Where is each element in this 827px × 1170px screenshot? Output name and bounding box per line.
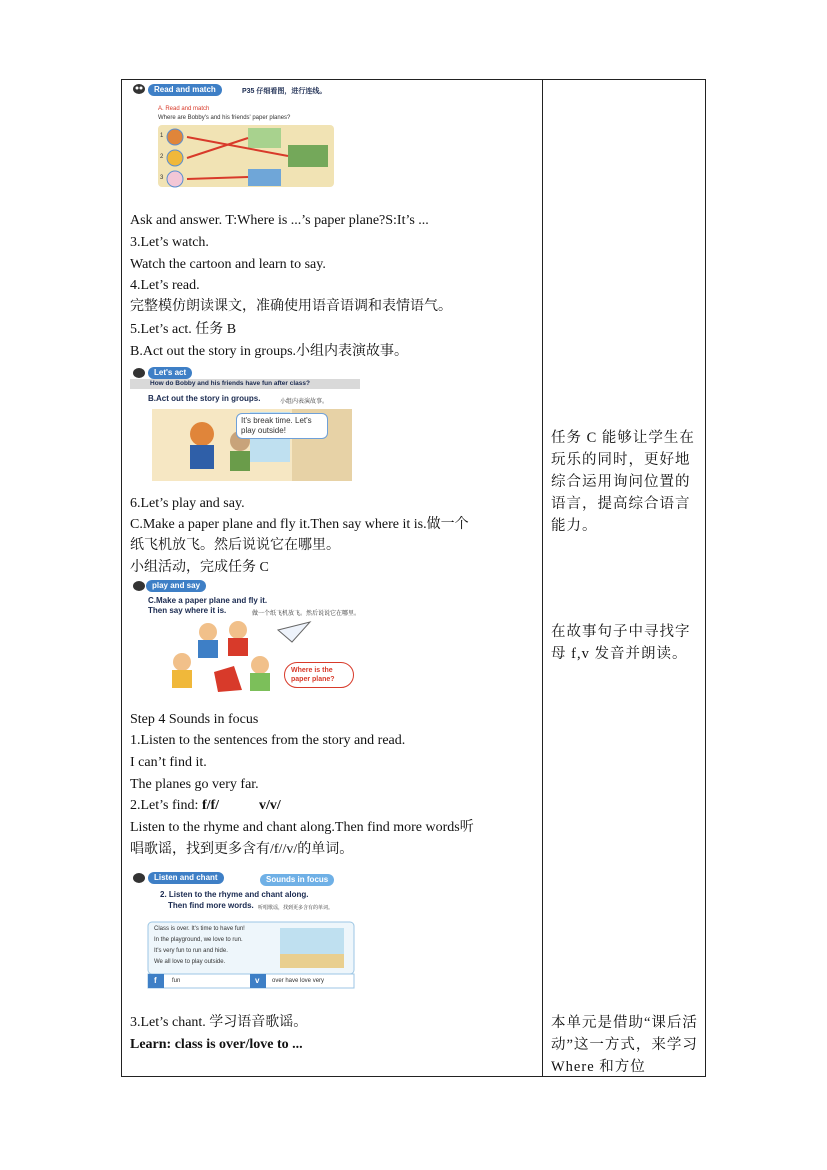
lets-watch-desc: Watch the cartoon and learn to say. [130, 257, 326, 272]
rhyme-text: We all love to play outside. [154, 959, 226, 965]
f-label: f [154, 976, 157, 985]
match-number: 3 [160, 175, 164, 181]
sentence-2: The planes go very far. [130, 777, 259, 792]
f-sound: f/f/ [201, 798, 220, 813]
note-sounds: 在故事句子中寻找字母 f,v 发音并朗读。 [551, 624, 691, 662]
lets-play-desc-3: 小组活动，完成任务 C [130, 560, 269, 575]
chant-line2-cn: 听唱歌谣，找到更多含有的单词。 [258, 905, 334, 911]
rhyme-text: Class is over. It's time to have fun! [154, 926, 245, 932]
read-and-match-page-note: P35 仔细看图，进行连线。 [242, 88, 327, 95]
play-and-say-picture [130, 580, 365, 700]
f-word: fun [172, 978, 181, 984]
read-and-match-sub: A. Read and match [158, 106, 210, 112]
column-divider [542, 80, 543, 1076]
rhyme-line-2: 唱歌谣，找到更多含有/f//v/的单词。 [130, 842, 354, 857]
lets-act-sub-cn: 小组内表演故事。 [280, 399, 329, 405]
lets-act-picture [130, 367, 365, 485]
lets-find-line [130, 796, 281, 816]
lets-chant-line: 3.Let’s chant. 学习语音歌谣。 [130, 1015, 308, 1030]
read-and-match-question: Where are Bobby's and his friends' paper planes? [158, 115, 291, 121]
sentence-1: I can’t find it. [130, 755, 207, 770]
sounds-in-focus-banner: Sounds in focus [260, 874, 334, 886]
lets-play-desc-2: 纸飞机放飞。然后说说它在哪里。 [130, 538, 340, 553]
lets-act-sub: B.Act out the story in groups. [148, 394, 261, 403]
play-and-say-banner: play and say [146, 580, 206, 592]
read-and-match-picture [130, 82, 360, 190]
lets-act-banner: Let's act [148, 367, 192, 379]
lets-play-desc-1: C.Make a paper plane and fly it.Then say where it is.做一个 [130, 517, 469, 532]
rhyme-text: It's very fun to run and hide. [154, 948, 228, 954]
speech-bubble: It's break time. Let's play outside! [236, 413, 328, 439]
chant-line1: 2. Listen to the rhyme and chant along. [160, 890, 309, 899]
rhyme-text: In the playground, we love to run. [154, 937, 243, 943]
lets-act-heading: 5.Let’s act. 任务 B [130, 322, 237, 337]
play-and-say-line1: C.Make a paper plane and fly it. [148, 596, 268, 605]
lets-find-prefix: 2.Let’s find: [130, 798, 202, 813]
match-number: 2 [160, 154, 164, 160]
lets-read-desc: 完整模仿朗读课文，准确使用语音语调和表情语气。 [130, 299, 452, 314]
step-4-heading: Step 4 Sounds in focus [130, 712, 259, 727]
chant-line2: Then find more words. [168, 901, 254, 910]
play-and-say-line2: Then say where it is. [148, 606, 227, 615]
lets-read-heading: 4.Let’s read. [130, 278, 200, 293]
match-number: 1 [160, 133, 164, 139]
play-and-say-line2-cn: 做一个纸飞机放飞。然后说说它在哪里。 [252, 611, 361, 617]
note-task-c: 任务 C 能够让学生在玩乐的同时，更好地综合运用询问位置的语言，提高综合语言能力。 [551, 430, 695, 534]
lesson-table [121, 79, 706, 1077]
lets-act-desc: B.Act out the story in groups.小组内表演故事。 [130, 344, 409, 359]
learn-line: Learn: class is over/love to ... [130, 1037, 303, 1052]
v-words: over have love very [272, 978, 325, 984]
listen-and-chant-banner: Listen and chant [148, 872, 224, 884]
play-and-say-bubble: Where is the paper plane? [284, 662, 354, 688]
v-sound: v/v/ [259, 798, 281, 813]
listen-sentences-line: 1.Listen to the sentences from the story and read. [130, 733, 406, 748]
lets-act-question: How do Bobby and his friends have fun after class? [150, 380, 310, 387]
listen-and-chant-picture [130, 870, 370, 995]
note-unit: 本单元是借助“课后活动”这一方式，来学习 Where 和方位 [551, 1015, 698, 1075]
ask-and-answer-line: Ask and answer. T:Where is ...’s paper plane?S:It’s ... [130, 213, 429, 228]
read-and-match-banner: Read and match [148, 84, 222, 96]
lets-watch-heading: 3.Let’s watch. [130, 235, 209, 250]
rhyme-line-1: Listen to the rhyme and chant along.Then find more words听 [130, 820, 474, 835]
v-label: v [255, 976, 260, 985]
lets-play-heading: 6.Let’s play and say. [130, 496, 245, 511]
